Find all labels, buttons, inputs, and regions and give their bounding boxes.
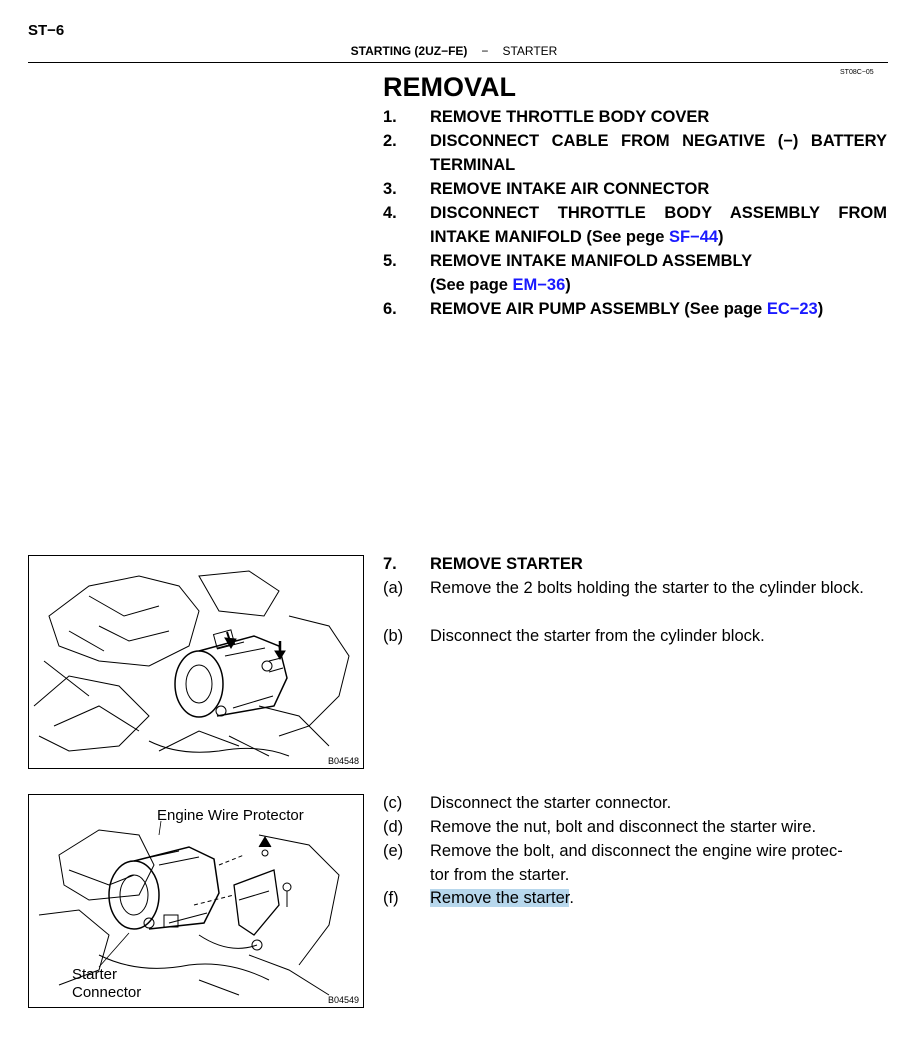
substep-text: Disconnect the starter from the cylinder block. <box>430 627 765 645</box>
substep-e <box>383 839 887 887</box>
substep-number: (a) <box>383 579 404 597</box>
substep-f <box>383 886 887 910</box>
substep-number: (b) <box>383 627 404 645</box>
page-title: REMOVAL <box>383 72 516 102</box>
step-number: 2. <box>383 132 397 150</box>
document-code: ST08C−05 <box>840 69 874 76</box>
substep-text: Remove the bolt, and disconnect the engine wire protec- tor from the starter. <box>430 842 843 884</box>
substep-d <box>383 815 887 839</box>
step-7 <box>383 552 887 576</box>
step-number: 5. <box>383 252 397 270</box>
substep-number: (f) <box>383 889 399 907</box>
header-separator: − <box>481 44 489 58</box>
figure-starter-connector <box>28 794 364 1008</box>
substep-text: Remove the nut, bolt and disconnect the starter wire. <box>430 818 817 836</box>
step-5 <box>383 249 887 297</box>
step-text: REMOVE STARTER <box>430 555 583 573</box>
starter-bolts-illustration <box>29 556 363 768</box>
step-text: REMOVE AIR PUMP ASSEMBLY (See page EC−23) <box>430 300 824 318</box>
label-starter: Starter <box>72 966 118 983</box>
figure-starter-bolts <box>28 555 364 769</box>
header-subsection: STARTER <box>502 44 558 58</box>
header-section: STARTING (2UZ−FE) <box>350 44 468 58</box>
step-text: DISCONNECT CABLE FROM NEGATIVE (−) BATTERY TERMINAL <box>430 132 887 174</box>
substep-number: (e) <box>383 842 404 860</box>
highlighted-text[interactable]: Remove the starter <box>430 889 570 907</box>
substep-c <box>383 791 887 815</box>
figure-code: B04548 <box>327 756 359 766</box>
step-text: DISCONNECT THROTTLE BODY ASSEMBLY FROM INTAKE MANIFOLD (See pege SF−44) <box>430 204 887 246</box>
substep-b <box>383 624 887 648</box>
step-text: REMOVE INTAKE MANIFOLD ASSEMBLY (See page EM−36) <box>430 252 753 294</box>
step-number: 7. <box>383 555 397 573</box>
step-number: 4. <box>383 204 397 222</box>
substep-text: Disconnect the starter connector. <box>430 794 672 812</box>
page-link-ec23[interactable]: EC−23 <box>766 300 818 318</box>
step-2 <box>383 129 887 177</box>
step-3 <box>383 177 887 201</box>
step-number: 1. <box>383 108 397 126</box>
step-number: 6. <box>383 300 397 318</box>
step-text: REMOVE INTAKE AIR CONNECTOR <box>430 180 710 198</box>
step-6 <box>383 297 887 321</box>
step-4 <box>383 201 887 249</box>
step-text: REMOVE THROTTLE BODY COVER <box>430 108 710 126</box>
substep-number: (d) <box>383 818 404 836</box>
step-1 <box>383 105 887 129</box>
substep-text: Remove the 2 bolts holding the starter to the cylinder block. <box>430 579 864 597</box>
page-link-em36[interactable]: EM−36 <box>512 276 566 294</box>
substep-text: Remove the starter. <box>430 889 574 907</box>
page-number: ST−6 <box>28 22 65 39</box>
page-link-sf44[interactable]: SF−44 <box>668 228 719 246</box>
figure-code: B04549 <box>327 995 359 1005</box>
step-number: 3. <box>383 180 397 198</box>
label-engine-wire-protector: Engine Wire Protector <box>157 807 304 824</box>
header-rule <box>28 62 888 63</box>
substep-a <box>383 576 887 600</box>
page-header <box>0 44 908 58</box>
label-connector: Connector <box>72 984 142 1001</box>
substep-number: (c) <box>383 794 403 812</box>
